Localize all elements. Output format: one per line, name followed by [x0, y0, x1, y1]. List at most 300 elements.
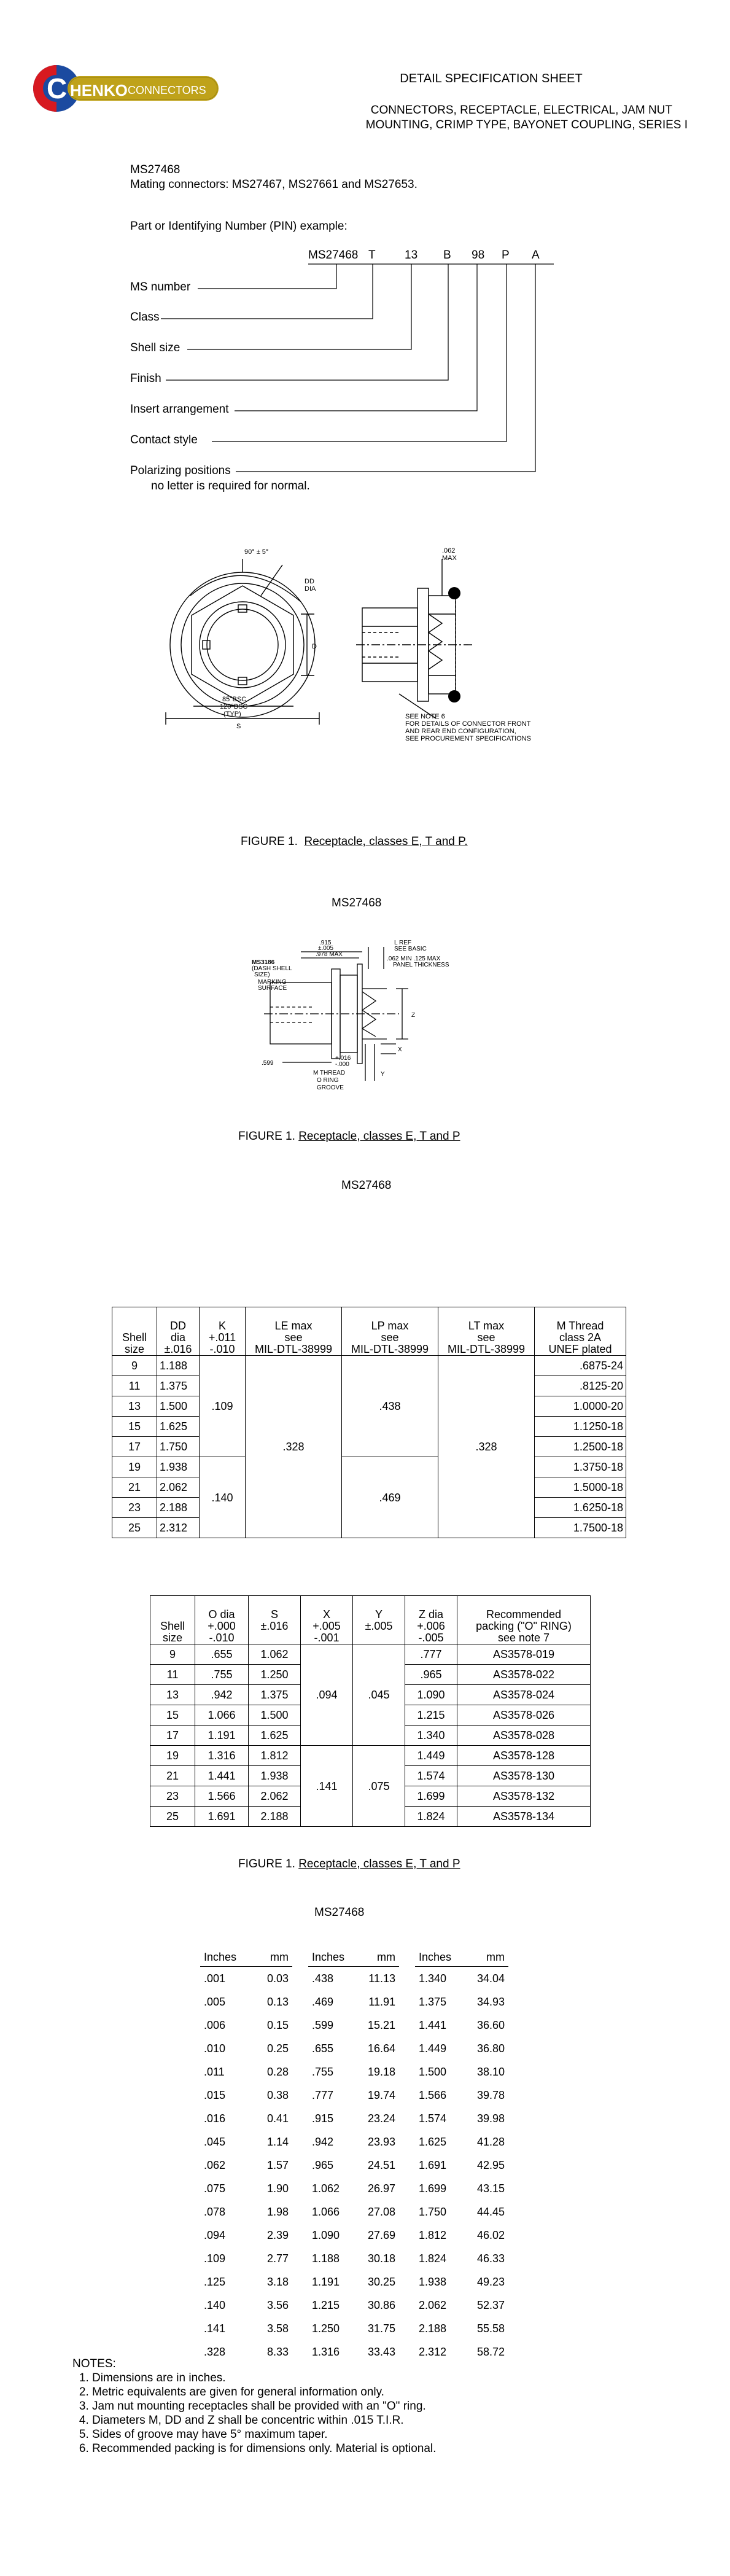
- table-row: [200, 2247, 508, 2270]
- t2-o: 1.191: [195, 1726, 249, 1746]
- header-title: DETAIL SPECIFICATION SHEET: [400, 72, 583, 85]
- t1-shell: 21: [112, 1477, 157, 1498]
- t1-dd: 2.062: [157, 1477, 200, 1498]
- t1-shell: 19: [112, 1457, 157, 1477]
- conv-mm: 30.86: [367, 2298, 395, 2311]
- column-spacer: [292, 2014, 308, 2037]
- figure1-caption-text: Receptacle, classes E, T and P.: [304, 835, 468, 848]
- t2-z: 1.215: [405, 1705, 457, 1726]
- conv-inches: 1.340: [419, 1972, 447, 1985]
- pin-label-ms-number: MS number: [130, 281, 191, 294]
- t2-y-group2: .075: [353, 1746, 405, 1827]
- column-spacer: [292, 2247, 308, 2270]
- conv-mm: 1.98: [266, 2205, 289, 2218]
- t1-shell: 13: [112, 1396, 157, 1417]
- conv-mm: 26.97: [367, 2182, 395, 2195]
- conv-mm: 30.25: [367, 2275, 395, 2288]
- pin-code-insert: 98: [472, 249, 485, 262]
- conv-inches: 1.250: [312, 2322, 340, 2335]
- t2-shell: 23: [150, 1786, 195, 1807]
- t1-h-dd: DD dia ±.016: [157, 1307, 200, 1356]
- table-row: [150, 1644, 591, 1665]
- t2-z: 1.340: [405, 1726, 457, 1746]
- conv-h-mm-1: mm: [252, 1948, 292, 1967]
- column-spacer: [292, 2317, 308, 2340]
- fig2-marking1: MARKING: [258, 979, 287, 986]
- conv-mm: 0.41: [266, 2112, 289, 2125]
- conv-inches: 2.062: [419, 2298, 447, 2311]
- table-row: [200, 2154, 508, 2177]
- conv-inches: 2.188: [419, 2322, 447, 2335]
- fig1-dd: DD: [305, 578, 314, 585]
- t2-x-group2: .141: [301, 1746, 353, 1827]
- conv-inches: 1.090: [312, 2228, 340, 2241]
- t1-h-lp: LP max see MIL-DTL-38999: [342, 1307, 438, 1356]
- notes: [72, 2357, 625, 2456]
- conv-mm: 2.77: [266, 2252, 289, 2265]
- conv-mm: 39.78: [476, 2088, 505, 2101]
- conv-h-mm-2: mm: [351, 1948, 399, 1967]
- logo-letter-c: C: [47, 72, 68, 104]
- table-row: [150, 1746, 591, 1766]
- conv-mm: 0.25: [266, 2042, 289, 2055]
- t1-h-m: M Thread class 2A UNEF plated: [535, 1307, 626, 1356]
- column-spacer: [399, 2200, 415, 2224]
- table2-header-row: [150, 1596, 591, 1644]
- fig1-bsc1: 85°BSC: [222, 696, 247, 703]
- conv-inches: 1.215: [312, 2298, 340, 2311]
- conv-mm: 3.58: [266, 2322, 289, 2335]
- conv-inches: 1.441: [419, 2018, 447, 2031]
- figure2-caption: [238, 1130, 460, 1143]
- column-spacer: [292, 2084, 308, 2107]
- conv-mm: 3.56: [266, 2298, 289, 2311]
- t2-z: 1.824: [405, 1807, 457, 1827]
- fig1-max-val: .062: [442, 547, 456, 555]
- conv-inches: .010: [204, 2042, 226, 2055]
- t1-k-group1: .109: [200, 1356, 246, 1457]
- t2-packing: AS3578-019: [457, 1644, 591, 1665]
- conv-h-in-3: Inches: [415, 1948, 460, 1967]
- t1-h-shell: Shell size: [112, 1307, 157, 1356]
- conv-mm: 30.18: [367, 2252, 395, 2265]
- fig2-dim-b: ±.005: [318, 945, 333, 952]
- fig2-panel2: PANEL THICKNESS: [393, 962, 449, 968]
- fig2-x: X: [398, 1046, 402, 1053]
- column-spacer: [399, 2060, 415, 2084]
- fig1-dd-dia: DIA: [305, 585, 316, 593]
- conv-inches: .011: [204, 2065, 225, 2078]
- t2-packing: AS3578-028: [457, 1726, 591, 1746]
- ms-number: MS27468: [130, 163, 181, 176]
- conv-inches: .078: [204, 2205, 226, 2218]
- column-spacer: [399, 2317, 415, 2340]
- figure2-caption-text: Receptacle, classes E, T and P: [298, 1130, 460, 1143]
- column-spacer: [292, 2060, 308, 2084]
- conv-mm: 0.13: [266, 1995, 289, 2008]
- note-item: 1. Dimensions are in inches.: [92, 2371, 625, 2385]
- table2-caption: [238, 1858, 460, 1871]
- fig1-max-word: MAX: [442, 555, 457, 562]
- fig1-bsc3: (TYP): [223, 710, 241, 718]
- t2-s: 1.375: [249, 1685, 301, 1705]
- column-spacer: [292, 2107, 308, 2130]
- t1-dd: 2.312: [157, 1518, 200, 1538]
- t2-packing: AS3578-022: [457, 1665, 591, 1685]
- t1-dd: 1.500: [157, 1396, 200, 1417]
- fig2-panel1: .062 MIN .125 MAX: [387, 955, 441, 962]
- column-spacer: [292, 2130, 308, 2154]
- table-row: [200, 2224, 508, 2247]
- conv-inches: .965: [312, 2158, 334, 2171]
- t2-s: 1.938: [249, 1766, 301, 1786]
- fig2-016b: -.000: [335, 1061, 349, 1068]
- conv-mm: 16.64: [367, 2042, 395, 2055]
- t2-h-x: X +.005 -.001: [301, 1596, 353, 1644]
- notes-list: [72, 2371, 625, 2456]
- t2-s: 1.812: [249, 1746, 301, 1766]
- conv-inches: 1.191: [312, 2275, 340, 2288]
- conv-inches: .125: [204, 2275, 226, 2288]
- t2-h-packing: Recommended packing ("O" RING) see note 7: [457, 1596, 591, 1644]
- t2-z: 1.090: [405, 1685, 457, 1705]
- conv-h-mm-3: mm: [460, 1948, 508, 1967]
- conv-mm: 3.18: [266, 2275, 289, 2288]
- pin-title: Part or Identifying Number (PIN) example:: [130, 220, 348, 233]
- conv-inches: 1.750: [419, 2205, 447, 2218]
- t1-shell: 17: [112, 1437, 157, 1457]
- note-item: 3. Jam nut mounting receptacles shall be provided with an "O" ring.: [92, 2399, 625, 2413]
- conv-mm: 19.74: [367, 2088, 395, 2101]
- column-spacer: [292, 2224, 308, 2247]
- figure1-caption: [241, 835, 468, 849]
- conv-inches: .755: [312, 2065, 334, 2078]
- t1-h-lt: LT max see MIL-DTL-38999: [438, 1307, 535, 1356]
- column-spacer: [292, 2270, 308, 2294]
- conv-inches: .001: [204, 1972, 226, 1985]
- t2-h-s: S ±.016: [249, 1596, 301, 1644]
- header-subtitle-line1: CONNECTORS, RECEPTACLE, ELECTRICAL, JAM NUT: [370, 104, 672, 117]
- t2-h-y: Y ±.005: [353, 1596, 405, 1644]
- conversion-header-row: [200, 1948, 508, 1967]
- t1-k-group2: .140: [200, 1457, 246, 1538]
- table-row: [200, 2294, 508, 2317]
- conv-mm: 41.28: [476, 2135, 505, 2148]
- t1-m: .6875-24: [535, 1356, 626, 1376]
- t1-dd: 1.750: [157, 1437, 200, 1457]
- t1-lp-group2: .469: [342, 1457, 438, 1538]
- fig2-ms-ref2: (DASH SHELL: [252, 965, 292, 972]
- pin-code-class: T: [368, 249, 376, 262]
- conv-inches: 1.188: [312, 2252, 340, 2265]
- table-row: [112, 1356, 626, 1376]
- note-item: 4. Diameters M, DD and Z shall be concentric within .015 T.I.R.: [92, 2413, 625, 2427]
- t1-shell: 23: [112, 1498, 157, 1518]
- t2-y-group1: .045: [353, 1644, 405, 1746]
- fig2-dim-a: .915: [319, 940, 332, 946]
- t1-m: 1.0000-20: [535, 1396, 626, 1417]
- conv-inches: 1.824: [419, 2252, 447, 2265]
- conv-mm: 55.58: [476, 2322, 505, 2335]
- t1-m: 1.3750-18: [535, 1457, 626, 1477]
- note-item: 6. Recommended packing is for dimensions only. Material is optional.: [92, 2442, 625, 2456]
- t1-dd: 1.375: [157, 1376, 200, 1396]
- fig2-ms-label: MS27468: [332, 897, 382, 909]
- fig2-016a: +.016: [335, 1055, 351, 1062]
- conv-mm: 46.33: [476, 2252, 505, 2265]
- conv-inches: .655: [312, 2042, 334, 2055]
- conv-mm: 36.60: [476, 2018, 505, 2031]
- t2-o: .655: [195, 1644, 249, 1665]
- t1-shell: 15: [112, 1417, 157, 1437]
- conv-inches: .915: [312, 2112, 334, 2125]
- conv-inches: .062: [204, 2158, 226, 2171]
- table-row: [200, 1990, 508, 2014]
- fig2-dim-c: .978 MAX: [316, 951, 343, 958]
- fig1-note4: SEE PROCUREMENT SPECIFICATIONS: [405, 735, 531, 742]
- table1-ms-label: MS27468: [341, 1179, 392, 1192]
- table2-caption-prefix: FIGURE 1.: [238, 1858, 299, 1870]
- fig1-bsc2: 120°BSC: [220, 703, 248, 710]
- t2-h-o: O dia +.000 -.010: [195, 1596, 249, 1644]
- fig1-s: S: [236, 723, 241, 730]
- column-spacer: [292, 2154, 308, 2177]
- t2-x-group1: .094: [301, 1644, 353, 1746]
- conv-inches: 1.699: [419, 2182, 447, 2195]
- conv-inches: 1.316: [312, 2345, 340, 2358]
- fig2-ms-ref3: SIZE): [254, 971, 270, 978]
- notes-title: NOTES:: [72, 2357, 116, 2370]
- t2-o: .942: [195, 1685, 249, 1705]
- conv-inches: .045: [204, 2135, 226, 2148]
- t2-shell: 25: [150, 1807, 195, 1827]
- t1-m: 1.6250-18: [535, 1498, 626, 1518]
- conv-inches: 1.566: [419, 2088, 447, 2101]
- t2-shell: 15: [150, 1705, 195, 1726]
- t1-dd: 1.188: [157, 1356, 200, 1376]
- t1-h-le: LE max see MIL-DTL-38999: [246, 1307, 342, 1356]
- column-spacer: [292, 1967, 308, 1991]
- conv-mm: 27.08: [367, 2205, 395, 2218]
- conv-mm: 52.37: [476, 2298, 505, 2311]
- fig1-note1: SEE NOTE 6: [405, 713, 445, 720]
- column-spacer: [292, 2037, 308, 2060]
- conv-mm: 23.93: [367, 2135, 395, 2148]
- conversion-table: [200, 1948, 508, 2364]
- conv-inches: .141: [204, 2322, 226, 2335]
- conv-mm: 1.57: [266, 2158, 289, 2171]
- t2-z: 1.449: [405, 1746, 457, 1766]
- t1-lt: .328: [438, 1356, 535, 1538]
- t1-m: 1.5000-18: [535, 1477, 626, 1498]
- conv-inches: .438: [312, 1972, 334, 1985]
- conv-mm: 11.91: [368, 1995, 395, 2008]
- header-subtitle-line2: MOUNTING, CRIMP TYPE, BAYONET COUPLING, SERIES I: [365, 119, 688, 131]
- table-row: [200, 2107, 508, 2130]
- table-row: [200, 2270, 508, 2294]
- pin-label-contact: Contact style: [130, 434, 198, 446]
- pin-label-polarizing: Polarizing positions: [130, 464, 231, 477]
- t2-s: 2.062: [249, 1786, 301, 1807]
- column-spacer: [399, 2154, 415, 2177]
- t2-z: .777: [405, 1644, 457, 1665]
- conv-mm: 46.02: [476, 2228, 505, 2241]
- conv-inches: 1.625: [419, 2135, 447, 2148]
- table-row: [200, 2317, 508, 2340]
- t2-s: 2.188: [249, 1807, 301, 1827]
- pin-label-shell-size: Shell size: [130, 341, 181, 354]
- column-spacer: [292, 2177, 308, 2200]
- table-row: [112, 1457, 626, 1477]
- table-row: [200, 2130, 508, 2154]
- conv-h-in-2: Inches: [308, 1948, 351, 1967]
- pin-label-class: Class: [130, 311, 160, 324]
- conv-inches: .005: [204, 1995, 226, 2008]
- conv-mm: 8.33: [266, 2345, 289, 2358]
- t2-shell: 9: [150, 1644, 195, 1665]
- fig2-lref1: L REF: [394, 940, 411, 946]
- conv-inches: 1.066: [312, 2205, 340, 2218]
- t2-z: 1.699: [405, 1786, 457, 1807]
- conv-mm: 19.18: [367, 2065, 395, 2078]
- conv-inches: 1.812: [419, 2228, 447, 2241]
- t2-s: 1.500: [249, 1705, 301, 1726]
- table-row: [200, 2200, 508, 2224]
- t2-packing: AS3578-024: [457, 1685, 591, 1705]
- pin-code-finish: B: [443, 249, 451, 262]
- column-spacer: [399, 2177, 415, 2200]
- column-spacer: [292, 1990, 308, 2014]
- column-spacer: [292, 2200, 308, 2224]
- conv-mm: 39.98: [476, 2112, 505, 2125]
- conv-inches: .075: [204, 2182, 226, 2195]
- note-item: 5. Sides of groove may have 5° maximum taper.: [92, 2427, 625, 2442]
- t2-shell: 19: [150, 1746, 195, 1766]
- conv-inches: .599: [312, 2018, 334, 2031]
- conv-mm: 31.75: [367, 2322, 395, 2335]
- table2-caption-text: Receptacle, classes E, T and P: [298, 1858, 460, 1870]
- dimension-table-1: [112, 1307, 626, 1538]
- column-spacer: [399, 1990, 415, 2014]
- figure1-caption-prefix: FIGURE 1.: [241, 835, 305, 848]
- column-spacer: [399, 2270, 415, 2294]
- t1-shell: 25: [112, 1518, 157, 1538]
- column-spacer: [399, 1967, 415, 1991]
- pin-label-insert: Insert arrangement: [130, 403, 229, 416]
- t2-shell: 11: [150, 1665, 195, 1685]
- column-spacer: [399, 2014, 415, 2037]
- conversion-body: [200, 1967, 508, 2364]
- pin-code-ms: MS27468: [308, 249, 359, 262]
- t1-m: 1.7500-18: [535, 1518, 626, 1538]
- dimension-table-2: [150, 1595, 591, 1827]
- conv-mm: 33.43: [367, 2345, 395, 2358]
- figure1-drawing: [153, 534, 583, 761]
- figure2-caption-prefix: FIGURE 1.: [238, 1130, 299, 1143]
- fig1-note3: AND REAR END CONFIGURATION,: [405, 728, 516, 735]
- t2-o: 1.066: [195, 1705, 249, 1726]
- conv-mm: 42.95: [476, 2158, 505, 2171]
- conv-h-in-1: Inches: [200, 1948, 252, 1967]
- t1-dd: 1.938: [157, 1457, 200, 1477]
- t1-dd: 2.188: [157, 1498, 200, 1518]
- t1-m: 1.1250-18: [535, 1417, 626, 1437]
- fig1-note2: FOR DETAILS OF CONNECTOR FRONT: [405, 720, 531, 728]
- conv-inches: .094: [204, 2228, 226, 2241]
- conv-inches: 1.574: [419, 2112, 447, 2125]
- table-row: [200, 1967, 508, 1991]
- fig2-thread: M THREAD: [313, 1070, 346, 1076]
- pin-code-polarizing: A: [532, 249, 540, 262]
- t2-o: 1.691: [195, 1807, 249, 1827]
- conv-inches: .469: [312, 1995, 334, 2008]
- conversion-ms-label: MS27468: [314, 1906, 365, 1919]
- conv-inches: 1.691: [419, 2158, 447, 2171]
- conv-mm: 58.72: [476, 2345, 505, 2358]
- table-row: [200, 2177, 508, 2200]
- fig2-z: Z: [411, 1012, 416, 1019]
- conv-mm: 2.39: [266, 2228, 289, 2241]
- conv-inches: 1.938: [419, 2275, 447, 2288]
- pin-polarizing-note: no letter is required for normal.: [151, 480, 310, 492]
- conv-inches: .777: [312, 2088, 334, 2101]
- conv-inches: .016: [204, 2112, 226, 2125]
- conv-inches: .015: [204, 2088, 226, 2101]
- t2-s: 1.250: [249, 1665, 301, 1685]
- t1-shell: 11: [112, 1376, 157, 1396]
- fig2-lref2: SEE BASIC: [394, 946, 427, 952]
- conv-mm: 44.45: [476, 2205, 505, 2218]
- conv-mm: 0.38: [266, 2088, 289, 2101]
- t2-shell: 17: [150, 1726, 195, 1746]
- conv-mm: 1.14: [266, 2135, 289, 2148]
- pin-label-finish: Finish: [130, 372, 161, 385]
- column-spacer: [292, 2294, 308, 2317]
- t2-packing: AS3578-134: [457, 1807, 591, 1827]
- figure2-drawing: [239, 940, 497, 1099]
- column-spacer: [399, 2247, 415, 2270]
- conv-mm: 27.69: [367, 2228, 395, 2241]
- conv-mm: 0.28: [266, 2065, 289, 2078]
- conv-inches: 1.062: [312, 2182, 340, 2195]
- t2-o: 1.566: [195, 1786, 249, 1807]
- t2-packing: AS3578-128: [457, 1746, 591, 1766]
- column-spacer: [399, 2107, 415, 2130]
- conv-inches: .140: [204, 2298, 226, 2311]
- conv-mm: 49.23: [476, 2275, 505, 2288]
- fig2-599: .599: [262, 1060, 274, 1067]
- t1-lp-group1: .438: [342, 1356, 438, 1457]
- pin-code-shell: 13: [405, 249, 418, 262]
- conv-mm: 0.03: [266, 1972, 289, 1985]
- conv-inches: .006: [204, 2018, 226, 2031]
- pin-code-contact: P: [502, 249, 510, 262]
- conv-inches: 2.312: [419, 2345, 447, 2358]
- fig2-marking2: SURFACE: [258, 985, 287, 992]
- t2-shell: 21: [150, 1766, 195, 1786]
- conv-inches: .328: [204, 2345, 226, 2358]
- logo-word-connectors: CONNECTORS: [128, 84, 206, 96]
- t1-shell: 9: [112, 1356, 157, 1376]
- t2-z: 1.574: [405, 1766, 457, 1786]
- note-item: 2. Metric equivalents are given for general information only.: [92, 2385, 625, 2399]
- t1-le: .328: [246, 1356, 342, 1538]
- t1-m: .8125-20: [535, 1376, 626, 1396]
- conv-inches: .109: [204, 2252, 226, 2265]
- conv-inches: .942: [312, 2135, 334, 2148]
- fig1-angle: 90° ± 5°: [244, 548, 269, 556]
- t2-h-z: Z dia +.006 -.005: [405, 1596, 457, 1644]
